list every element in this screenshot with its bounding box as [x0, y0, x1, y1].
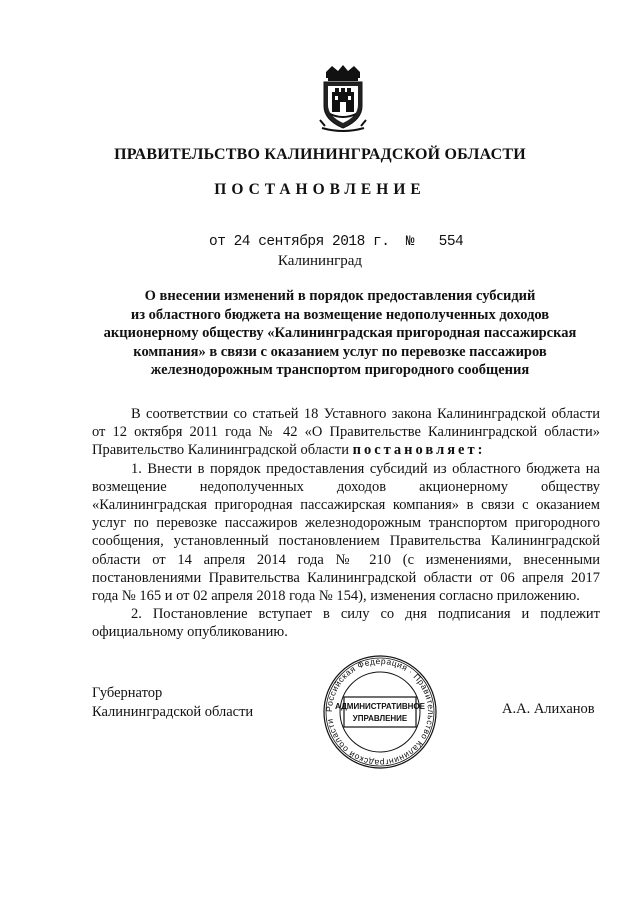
position-line: Губернатор — [92, 685, 163, 701]
document-body — [92, 405, 600, 642]
organization-name: ПРАВИТЕЛЬСТВО КАЛИНИНГРАДСКОЙ ОБЛАСТИ — [114, 146, 526, 163]
date-and-number: от 24 сентября 2018 г. № 554 — [209, 234, 464, 250]
preamble-paragraph — [92, 405, 600, 460]
title-line: железнодорожным транспортом пригородного сообщения — [150, 362, 530, 378]
preamble-text: В соответствии со статьей 18 Уставного закона Калининградской области от 12 октября 2011 года № 42 «О Правительстве Калининградской области» Правительство Калининградской области — [92, 406, 600, 459]
item-2-paragraph: 2. Постановление вступает в силу со дня подписания и подлежит официальному опубликованию. — [92, 606, 600, 641]
seal-inner-line: УПРАВЛЕНИЕ — [352, 714, 408, 723]
resolves-word: постановляет: — [352, 442, 486, 459]
title-line: акционерному обществу «Калининградская пригородная пассажирская — [103, 325, 577, 341]
official-seal — [316, 655, 444, 770]
kaliningrad-coat-of-arms-icon — [316, 62, 370, 134]
document-title — [90, 287, 590, 380]
title-line: О внесении изменений в порядок предоставления субсидий — [144, 288, 536, 304]
signatory-position — [92, 684, 253, 721]
title-line: из областного бюджета на возмещение недополученных доходов — [130, 306, 550, 323]
seal-outer-text: Российская Федерация · Правительство Калининградской области — [323, 655, 437, 769]
position-line: Калининградской области — [92, 703, 254, 720]
city: Калининград — [277, 253, 363, 269]
signatory-name: А.А. Алиханов — [502, 701, 595, 717]
seal-inner-line: АДМИНИСТРАТИВНОЕ — [335, 702, 425, 711]
document-type: ПОСТАНОВЛЕНИЕ — [214, 181, 426, 198]
title-line: компания» в связи с оказанием услуг по перевозке пассажиров — [133, 343, 547, 360]
item-1-paragraph: 1. Внести в порядок предоставления субсидий из областного бюджета на возмещение недополученных доходов акционерному обществу «Калининградская пригородная пассажирская компания» в связи с оказанием услуг по перевозке пассажиров железнодорожным транспортом пригородного сообщения, установленный постановлением Правительства Калининградской области от 14 апреля 2014 года № 210 (с изменениями, внесенными постановлениями Правительства Калининградской области от 06 апреля 2017 года № 165 и от 02 апреля 2018 года № 154), изменения согласно приложению. — [92, 460, 600, 605]
